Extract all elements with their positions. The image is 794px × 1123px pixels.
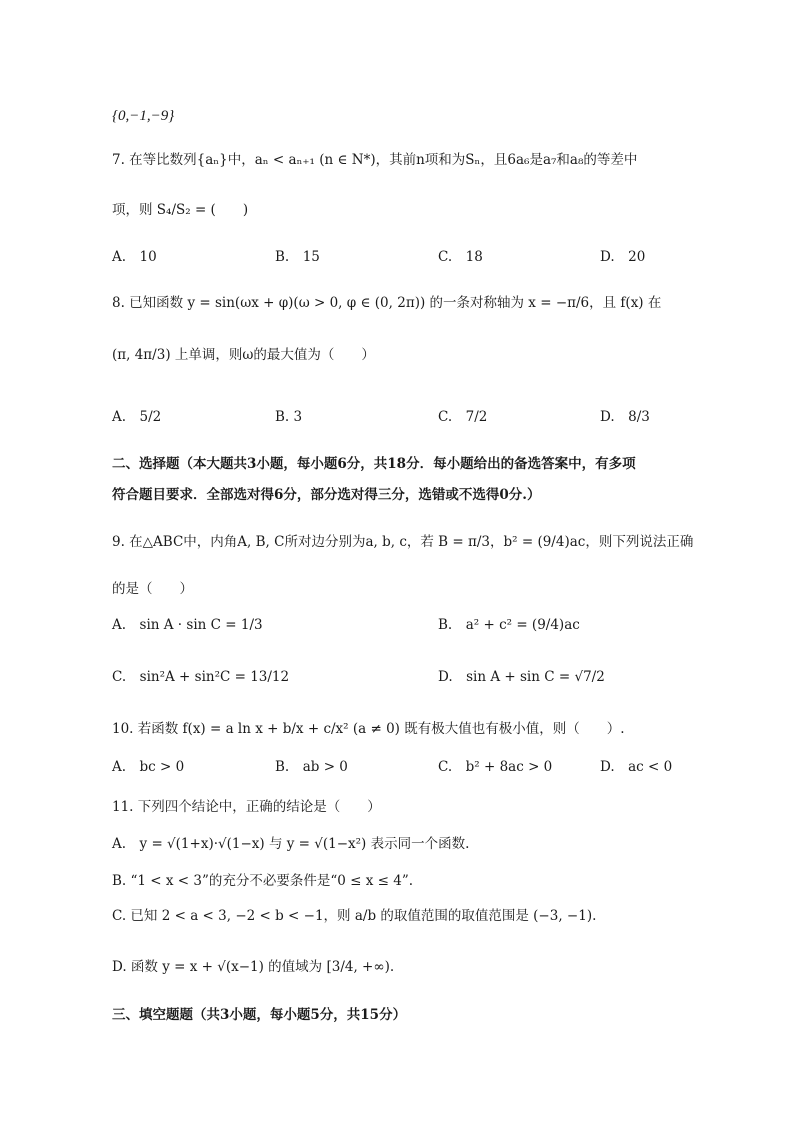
question-11-option-a: A. y = √(1+x)·√(1−x) 与 y = √(1−x²) 表示同一个函数.: [112, 836, 470, 852]
question-8-option-a: A. 5/2: [112, 409, 162, 425]
question-9-option-a: A. sin A · sin C = 1/3: [112, 617, 263, 633]
section-3-heading: 三、填空题题（共3小题，每小题5分，共15分）: [112, 1007, 407, 1023]
question-7-option-b: B. 15: [275, 249, 320, 265]
question-8-option-b: B. 3: [275, 409, 303, 425]
question-7-stem-line-2: 项，则 S₄/S₂ = ( ): [112, 202, 249, 218]
section-2-heading-line-1: 二、选择题（本大题共3小题，每小题6分，共18分．每小题给出的备选答案中，有多项: [112, 456, 636, 472]
question-8-option-c: C. 7/2: [438, 409, 488, 425]
question-11-option-b: B. “1 < x < 3”的充分不必要条件是“0 ≤ x ≤ 4”.: [112, 873, 414, 889]
section-2-heading-line-2: 符合题目要求．全部选对得6分，部分选对得三分，选错或不选得0分.）: [112, 487, 541, 503]
question-11-stem: 11. 下列四个结论中，正确的结论是（ ）: [112, 799, 381, 815]
question-8-option-d: D. 8/3: [600, 409, 650, 425]
question-7-option-d: D. 20: [600, 249, 646, 265]
question-11-option-d: D. 函数 y = x + √(x−1) 的值域为 [3/4, +∞).: [112, 959, 395, 975]
question-11-option-c: C. 已知 2 < a < 3, −2 < b < −1，则 a/b 的取值范围的取值范围是 (−3, −1).: [112, 908, 597, 924]
question-9-option-b: B. a² + c² = (9/4)ac: [438, 617, 580, 633]
question-8-stem-line-2: (π, 4π/3) 上单调，则ω的最大值为（ ）: [112, 347, 375, 363]
question-7-option-c: C. 18: [438, 249, 483, 265]
answer-set-line: {0,−1,−9}: [112, 108, 175, 124]
question-10-option-b: B. ab > 0: [275, 759, 348, 775]
question-9-option-d: D. sin A + sin C = √7/2: [438, 669, 605, 685]
question-10-stem: 10. 若函数 f(x) = a ln x + b/x + c/x² (a ≠ 0) 既有极大值也有极小值，则（ ）.: [112, 721, 625, 737]
question-8-stem-line-1: 8. 已知函数 y = sin(ωx + φ)(ω > 0, φ ∈ (0, 2π)) 的一条对称轴为 x = −π/6，且 f(x) 在: [112, 295, 662, 311]
question-9-stem-line-2: 的是（ ）: [112, 581, 193, 597]
question-9-option-c: C. sin²A + sin²C = 13/12: [112, 669, 290, 685]
question-10-option-c: C. b² + 8ac > 0: [438, 759, 553, 775]
question-7-option-a: A. 10: [112, 249, 157, 265]
question-10-option-a: A. bc > 0: [112, 759, 185, 775]
question-10-option-d: D. ac < 0: [600, 759, 673, 775]
question-9-stem-line-1: 9. 在△ABC中，内角A, B, C所对边分别为a, b, c，若 B = π/3，b² = (9/4)ac，则下列说法正确: [112, 534, 694, 550]
question-7-stem-line-1: 7. 在等比数列{aₙ}中，aₙ < aₙ₊₁ (n ∈ N*)，其前n项和为Sₙ，且6a₆是a₇和a₈的等差中: [112, 152, 638, 168]
